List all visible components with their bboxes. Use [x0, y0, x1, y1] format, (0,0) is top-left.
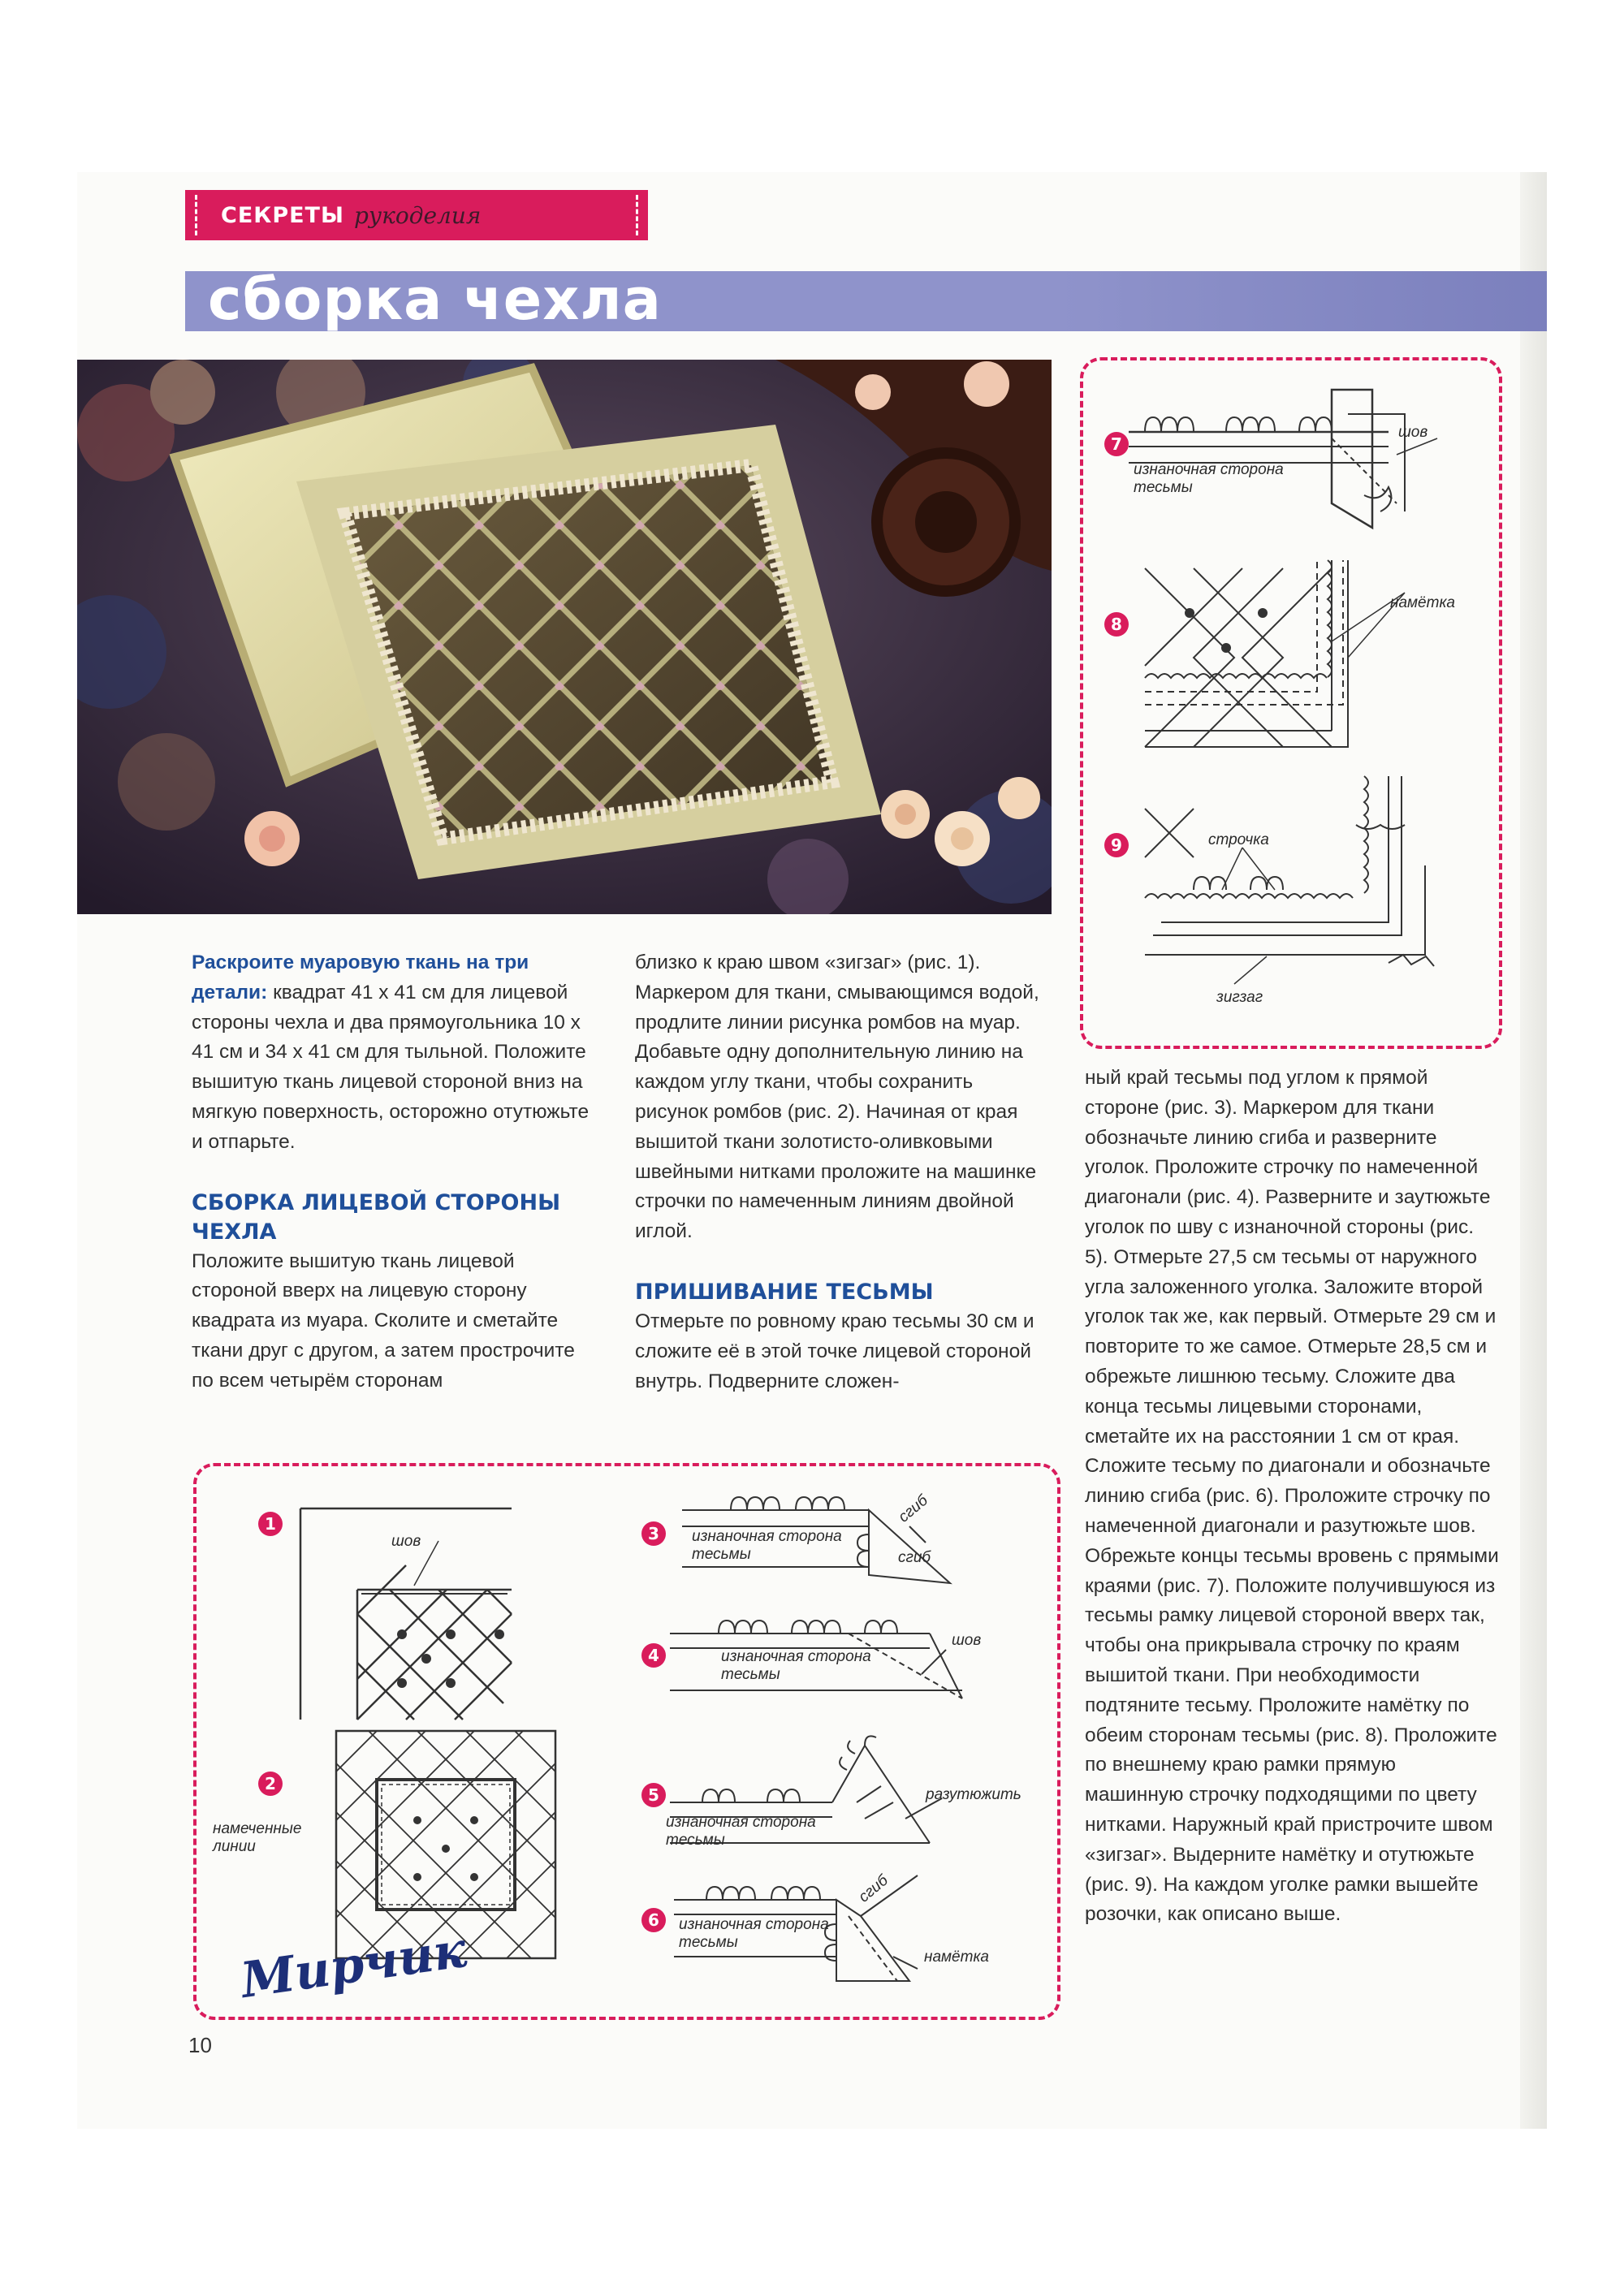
figure-7-seam-label: шов [1398, 424, 1428, 441]
intro-text: квадрат 41 х 41 см для лицевой стороны чехла и два прямоугольника 10 х 41 см и 34 х 41 см для тыльной. Положите вышитую ткань лицевой стороной вниз на мягкую поверхность, осторожно отутюжьте и отпарьте. [192, 981, 590, 1153]
figure-7-number: 7 [1104, 432, 1129, 456]
subhead-braid: ПРИШИВАНИЕ ТЕСЬМЫ [635, 1279, 934, 1305]
subhead-front-assembly: СБОРКА ЛИЦЕВОЙ СТОРОНЫ ЧЕХЛА [192, 1189, 561, 1245]
figure-9 [1145, 776, 1437, 1003]
rubric-main: СЕКРЕТЫ [221, 202, 344, 228]
page-edge [1520, 172, 1547, 2129]
pillow-photo [77, 360, 1052, 914]
figure-3-fold-label-2: сгиб [898, 1549, 931, 1566]
figure-4-label: изнаночная сторона тесьмы [721, 1648, 871, 1683]
page-title: сборка чехла [208, 266, 662, 333]
text-column-1 [192, 948, 598, 1396]
section-rubric [185, 190, 648, 240]
column3-text: ный край тесьмы под углом к прямой стороне (рис. 3). Маркером для ткани обозначьте линию сгиба и разверните уголок. Проложите строчку по намеченной диагонали (рис. 4). Разверните и заутюжьте уголок по шву с изнаночной стороны (рис. 5). Отмерьте 27,5 см тесьмы от наружного угла заложенного уголка. Заложите второй уголок так же, как первый. Отмерьте 29 см и повторите то же самое. Отмерьте 28,5 см и обрежьте лишнюю тесьму. Сложите два конца тесьмы лицевыми сторонами, сметайте их на расстоянии 1 см от края. Сложите тесьму по диагонали и обозначьте линию сгиба (рис. 6). Проложите строчку по намеченной диагонали и разутюжьте шов. Обрежьте концы тесьмы вровень с прямыми краями (рис. 7). Положите получившуюся из тесьмы рамку лицевой стороной вверх так, чтобы она прикрывала строчку по краям вышитой ткани. При необходимости подтяните тесьму. Проложите намётку по обеим сторонам тесьмы (рис. 8). Проложите по внешнему краю рамки прямую машинную строчку подходящими по цвету нитками. Наружный край пристрочите швом «зигзаг». Выдерните намётку и отутюжьте (рис. 9). На каждом уголке рамки вышейте розочки, как описано выше. [1085, 1067, 1499, 1926]
page-number: 10 [188, 2033, 212, 2057]
figure-9-number: 9 [1104, 833, 1129, 857]
figure-2-label: намеченные линии [213, 1820, 302, 1855]
figure-6-number: 6 [641, 1908, 666, 1932]
figure-4-seam-label: шов [952, 1632, 982, 1649]
text-column-3 [1085, 1064, 1499, 1930]
figure-9-zigzag-label: зигзаг [1216, 989, 1263, 1006]
figure-8-baste-label: намётка [1390, 594, 1455, 611]
figure-6-baste-label: намётка [924, 1949, 989, 1966]
figure-2-number: 2 [258, 1772, 283, 1796]
figure-1-seam-label: шов [391, 1533, 421, 1550]
figure-6-fold-label: сгиб [855, 1871, 892, 1906]
figure-1-number: 1 [258, 1512, 283, 1536]
braid-text: Отмерьте по ровному краю тесьмы 30 см и сложите её в этой точке лицевой стороной внутрь. Подверните сложен- [635, 1310, 1034, 1392]
signature-watermark: Мирчик [237, 1921, 470, 2010]
front-assembly-text: Положите вышитую ткань лицевой стороной вверх на лицевую сторону квадрата из муара. Сколите и сметайте ткани друг с другом, а затем прострочите по всем четырём сторонам [192, 1249, 575, 1392]
figure-9-stitch-label: строчка [1208, 831, 1269, 848]
lead-in: Раскроите муаровую ткань на три детали: [192, 952, 529, 1003]
column2-text: близко к краю швом «зигзаг» (рис. 1). Маркером для ткани, смывающимся водой, продлите линии рисунка ромбов на муар. Добавьте одну дополнительную линию на каждом углу ткани, чтобы сохранить рисунок ромбов (рис. 2). Начиная от края вышитой ткани золотисто-оливковыми швейными нитками проложите на машинке строчки по намеченным линиям двойной иглой. [635, 952, 1039, 1243]
rubric-script: рукоделия [353, 201, 482, 229]
figure-6-label: изнаночная сторона тесьмы [679, 1916, 829, 1951]
figure-3-number: 3 [641, 1521, 666, 1546]
figure-3-label: изнаночная сторона тесьмы [692, 1528, 842, 1563]
figure-5-label: изнаночная сторона тесьмы [666, 1814, 816, 1849]
figure-8-number: 8 [1104, 612, 1129, 637]
figure-4-number: 4 [641, 1643, 666, 1668]
text-column-2 [635, 948, 1049, 1396]
figure-8 [1145, 560, 1405, 755]
figure-7-label: изнаночная сторона тесьмы [1134, 461, 1284, 496]
figure-5-number: 5 [641, 1783, 666, 1807]
figure-5-press-label: разутюжить [926, 1786, 1021, 1803]
figure-3-fold-label-1: сгиб [895, 1491, 931, 1526]
